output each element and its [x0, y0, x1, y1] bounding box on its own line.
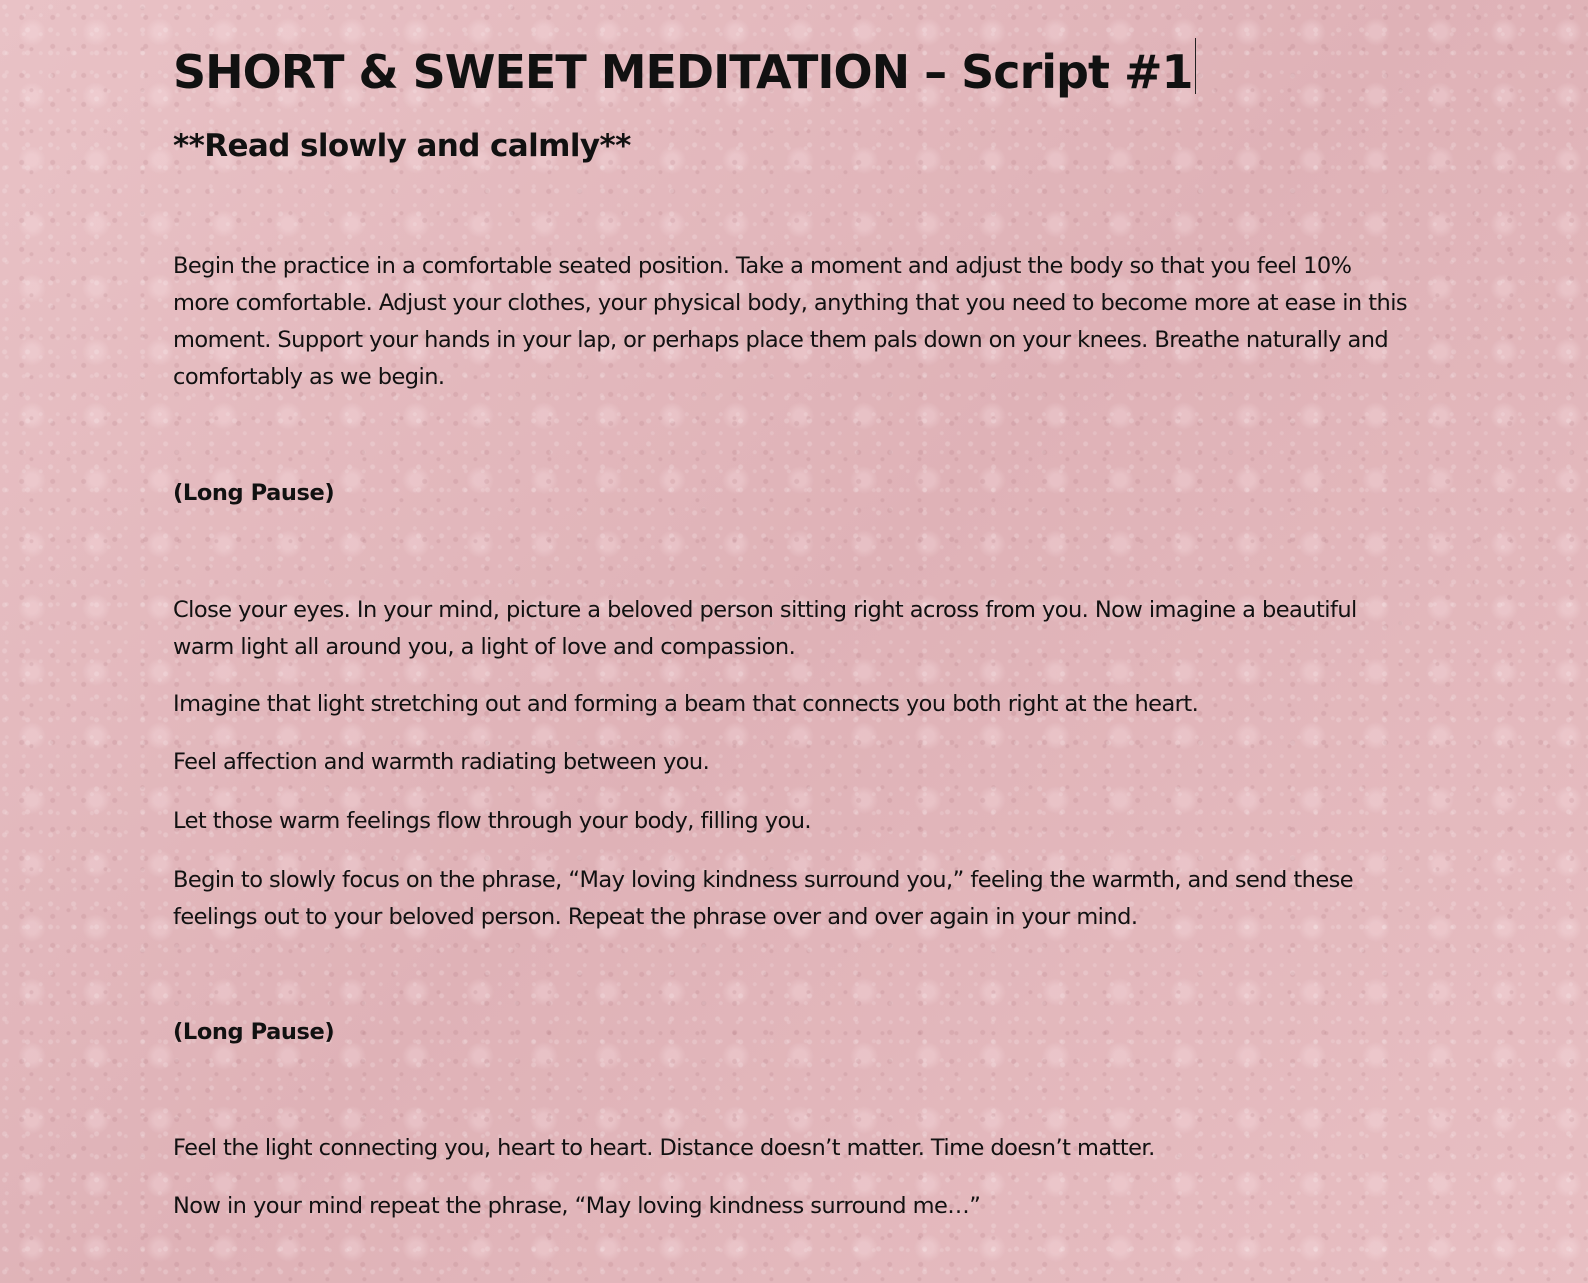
document-subtitle: **Read slowly and calmly**: [173, 128, 631, 165]
long-pause-note: (Long Pause): [173, 1019, 335, 1046]
text-cursor: [1195, 38, 1196, 94]
paragraph-phrase-you: Begin to slowly focus on the phrase, “May loving kindness surround you,” feeling the warmth, and send these feelings out to your beloved person. Repeat the phrase over and over again in your mind.: [173, 867, 1354, 931]
document-page: [173, 38, 1413, 1225]
paragraph-intro: Begin the practice in a comfortable seated position. Take a moment and adjust the body so that you feel 10% more comfortable. Adjust your clothes, your physical body, anything that you need to become more at ease in this moment. Support your hands in your lap, or perhaps place them pals down on your knees. Breathe naturally and comfortably as we begin.: [173, 253, 1408, 391]
paragraph-affection: Feel affection and warmth radiating between you.: [173, 749, 710, 776]
paragraph-heart-connection: Feel the light connecting you, heart to heart. Distance doesn’t matter. Time doesn’t matter.: [173, 1135, 1155, 1162]
paragraph-visualize: Close your eyes. In your mind, picture a beloved person sitting right across from you. Now imagine a beautiful warm light all around you, a light of love and compassion.: [173, 597, 1357, 661]
document-title-text: SHORT & SWEET MEDITATION – Script #1: [173, 45, 1193, 99]
document-title[interactable]: [173, 38, 1413, 100]
paragraph-light-beam: Imagine that light stretching out and forming a beam that connects you both right at the heart.: [173, 691, 1199, 718]
paragraph-phrase-me: Now in your mind repeat the phrase, “May loving kindness surround me…”: [173, 1193, 981, 1220]
paragraph-warm-feelings: Let those warm feelings flow through your body, filling you.: [173, 808, 812, 835]
long-pause-note: (Long Pause): [173, 480, 335, 507]
